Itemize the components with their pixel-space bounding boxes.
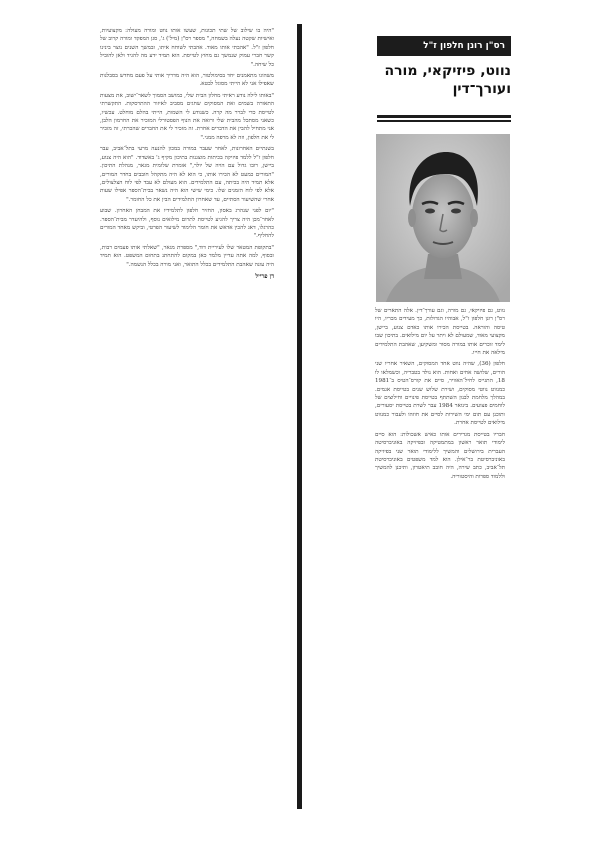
- article-paragraph: "באותו לילה נודע ראיתי מחלון הבית שלי, כמושב הסמוך לשאר־ישוב, את מצעות התאורה בשמים ואת המסוקים שחגים מסביב לאיזור ההתרסקות. התקשרתי לטייסת כדי לברר מה קרה. כשנודע לי השמות, הייתי בהלם מוחלט. עכשיו, כשאני מסתכל מהבית שלי ורואה את הנוף הפסטורלי המזכיר את החרמון הלבן, אני מתחיל להבין את הדברים אחרת. זה מזכיר לי את החברים שהכרתי, זה מזכיר לי את חלפון, וזה לא מרפה ממני.": [100, 92, 274, 141]
- portrait-photo: [376, 134, 510, 302]
- memorial-banner: רס"ן רונן חלפון ז"ל: [377, 36, 511, 56]
- article-paragraph: משהוגו מתאמנים יחד בסימולטור, הוא היה מדריך אותי על פעם מחדש בסבלנות שאפילו אני לא הייתי מסוגל לבטא.: [100, 73, 274, 88]
- article-paragraph: בשנתיים האחרונות, לאחר שעבר במורה במכון להנעה מרעי בתל־אביב, עבר חלפון ז"ל ללמד פיזיקה בכיתות מוצגנות בתיכון מקיף ג' באשדוד. "הוא היה צנוע, ביישן, רובו גדול עם הויה של יולר," אומרת שלומית מגאר, מנהלת התיכון. "המורים כמעט לא הכירו אותו, כי הוא לא היה מתקהל חובבים בחדר המורים, אלא תמיד היה בכיתה, עם התלמידים. הוא מעולם לא עבד לפי לוח הצלצולים, אלא לפי לוח הזמנים שלו. כימי שישי הוא היה נשאר בבית־הספר אפילו שעות אחרי שהשיעור הסתיים, עד שאחרון התלמידים הבין את כל החומר.": [100, 146, 274, 203]
- article-paragraph: "בתקופת המטאר שלו לעיריית דוד," מספרת מגאר, "שאלתי אותו פעמים רבות, ובסוף, למה אתה עדיין מלמד כאן במקום להתחתנ בתחום המשפט. הוא תמיד היה עונה שאהבת התלמידים בכלל התואר, ואני מורה בכלל הנשמה.": [100, 244, 274, 268]
- article-headline: נווט, פיזיקאי, מורה ועורך־דין: [384, 63, 511, 97]
- article-paragraph: חלפון (36), שהיה נווט אחד המסוקים, השאיר אחריו שני הורים, שלושה אחים ואחות. הוא נולד בטבריה, וכשמלאו לו 18, התגייס לחיל־האוויר, סיים את קורס־הטיס ב־1981 כמנווט נווטי מסוקים, ושירת שלוש שנים בטייסת אגמים. במהלך מלחמת לבנון השתתף בטייסת פינויים וחילוצים של לוחמים פצועים. בינואר 1984 עבר לשרת בטייסת יסעורים, ותוכנן עם תום ימי השירות לסיים את חוזהו ולעבור כמנווט מילואים לטייסת אחרת.: [375, 361, 505, 427]
- article-paragraph: "יום לפני שנהרג באסון, החזיר חלפון לתלמידיו את המבחן האחרון. שבוע לאחר־מכן היה צריך להגיע לטייסת לתרום מילואים נוסף, ולהיעדר מבית־הספר. כהרגלו, דאג להכין אדאש את חומר הלימוד לשיעור הפרטי, וביקש מאחד המורים להחליף.": [100, 208, 274, 240]
- article-column-left: [100, 27, 274, 281]
- headline-rule-thin: [377, 120, 511, 122]
- author-byline: דן פרייל: [255, 272, 274, 280]
- article-paragraph: נווט, גם פיזיקאי, גם מורה, וגם עורך־דין. אלה התארים של רס"ן רונן חלפון ז"ל, אבוהיו הגדולות, כך מעידים מכריו, היו טיסה והוראה. בטייסת הכירו אותו כאדם צנוע, ביישן, מקצועי מאוד, שמעולם לא ויתר על יום מילואים. בתיכון שבו לימד זוכרים אותו במורה מסור ומשקיען, שאהבת התלמידים מילאה את חייו.: [375, 308, 505, 357]
- article-paragraph: חבריו בטייסת מגדירים אותו כאיש אשכולות: הוא סיים לימודי תואר ראשון במתמטיקה ובפיזיקה באוניברסיטה העברית בירושלים והמשיך ללימודי תואר שני בפיזיקה באוניברסיטת בר־אילן. הוא למד משפטים באוניברסיטת תל־אביב, כתב שירה, היה חובב תיאטרון, ותיכנן להמשיך וללמוד ספרות והיסטוריה.: [375, 431, 505, 480]
- article-paragraph: "היה בו שילוב של שתי תכונות, שעשו אותו נווט ומורה מעולה: מקצועיות, ואישיות שקטה נעלה בשמחה," מספר רס"ן (מיל') ג', סגן המפקד ומורה קרוב של חלפון ז"ל. "אהבתי אותו מאוד. אהבתי לשוחח איתו, ובמשך השנים נוצר בינינו קשר חברי עמוק שנמשך גם מחוץ לטייסת. הוא תמיד ידע מה להגיד ולאן להוביל כל שיחה.": [100, 28, 274, 68]
- page-column-divider: [297, 24, 302, 809]
- article-column-right: [375, 307, 505, 484]
- headline-rule: [377, 115, 511, 118]
